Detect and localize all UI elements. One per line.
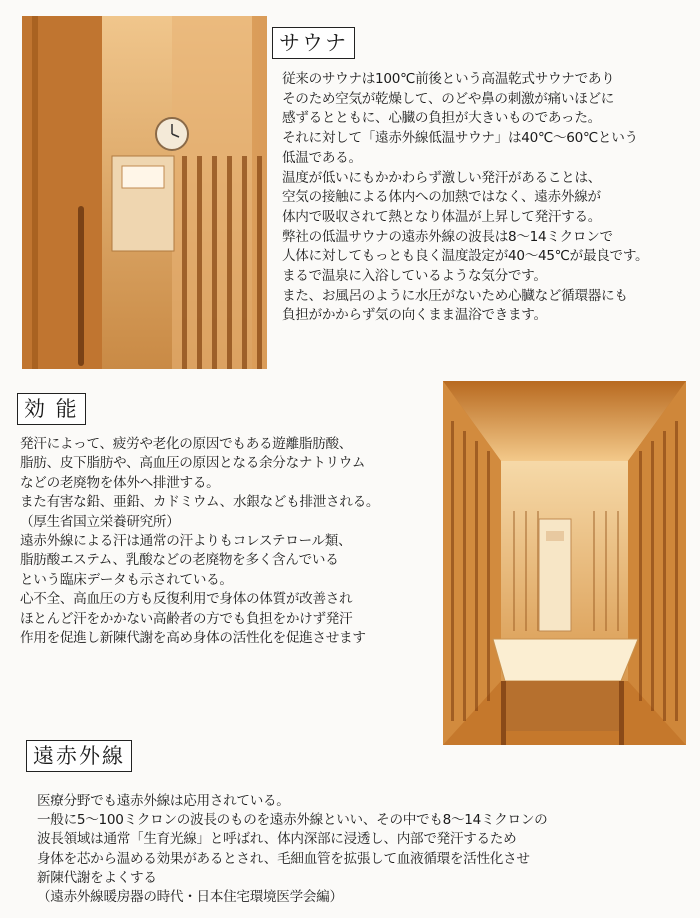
effect-line: また有害な鉛、亜鉛、カドミウム、水銀なども排泄される。 — [20, 494, 380, 511]
effect-line: 脂肪酸エステム、乳酸などの老廃物を多く含んでいる — [20, 552, 339, 569]
effect-line: 作用を促進し新陳代謝を高め身体の活性化を促進させます — [20, 630, 366, 647]
sauna-line: まるで温泉に入浴しているような気分です。 — [282, 268, 547, 285]
sauna-line: 温度が低いにもかかわらず激しい発汗があることは、 — [282, 169, 602, 186]
sauna-line: そのため空気が乾燥して、のどや鼻の刺激が痛いほどに — [282, 90, 615, 107]
infrared-line: 波長領域は通常「生育光線」と呼ばれ、体内深部に浸透し、内部で発汗するため — [37, 831, 517, 848]
sauna-line: それに対して「遠赤外線低温サウナ」は40℃～60℃という — [282, 130, 638, 147]
sauna-line: 負担がかからず気の向くまま温浴できます。 — [282, 307, 547, 324]
effect-line: 発汗によって、疲労や老化の原因でもある遊離脂肪酸、 — [20, 436, 353, 452]
effect-line: 心不全、高血圧の方も反復利用で身体の体質が改善され — [20, 591, 353, 608]
effect-line: ほとんど汗をかかない高齢者の方でも負担をかけず発汗 — [20, 610, 353, 627]
sauna-line: 弊社の低温サウナの遠赤外線の波長は8～14ミクロンで — [282, 228, 613, 245]
effect-paragraph — [20, 435, 379, 648]
sauna-exterior-photo — [22, 16, 267, 369]
effect-line: などの老廃物を体外へ排泄する。 — [20, 474, 220, 491]
sauna-exterior-illustration — [22, 16, 267, 369]
sauna-interior-photo — [443, 381, 686, 745]
sauna-line: 空気の接触による体内への加熱ではなく、遠赤外線が — [282, 189, 601, 206]
infrared-line: （遠赤外線暖房器の時代・日本住宅環境医学会編） — [37, 889, 343, 906]
sauna-interior-illustration — [443, 381, 686, 745]
effect-heading: 効 能 — [17, 393, 86, 425]
effect-line: （厚生省国立栄養研究所） — [20, 513, 180, 530]
effect-line: 脂肪、皮下脂肪や、高血圧の原因となる余分なナトリウム — [20, 455, 366, 472]
sauna-line: 従来のサウナは100℃前後という高温乾式サウナであり — [282, 71, 615, 87]
sauna-line: 体内で吸収されて熱となり体温が上昇して発汗する。 — [282, 208, 602, 225]
sauna-line: 感ずるとともに、心臓の負担が大きいものであった。 — [282, 110, 601, 127]
effect-line: という臨床データも示されている。 — [20, 571, 233, 588]
sauna-line: 低温である。 — [282, 149, 362, 166]
infrared-heading: 遠赤外線 — [26, 740, 132, 772]
infrared-line: 新陳代謝をよくする — [37, 869, 157, 886]
sauna-heading: サウナ — [272, 27, 355, 59]
infrared-line: 医療分野でも遠赤外線は応用されている。 — [37, 793, 290, 809]
sauna-line: 人体に対してもっとも良く温度設定が40～45℃が最良です。 — [282, 248, 649, 265]
sauna-paragraph — [282, 70, 648, 326]
sauna-line: また、お風呂のように水圧がないため心臓など循環器にも — [282, 287, 628, 304]
infrared-paragraph — [37, 792, 547, 907]
effect-line: 遠赤外線による汗は通常の汗よりもコレステロール類、 — [20, 533, 352, 550]
infrared-line: 一般に5～100ミクロンの波長のものを遠赤外線といい、その中でも8～14ミクロンの — [37, 812, 548, 829]
infrared-line: 身体を芯から温める効果があるとされ、毛細血管を拡張して血液循環を活性化させ — [37, 850, 530, 867]
